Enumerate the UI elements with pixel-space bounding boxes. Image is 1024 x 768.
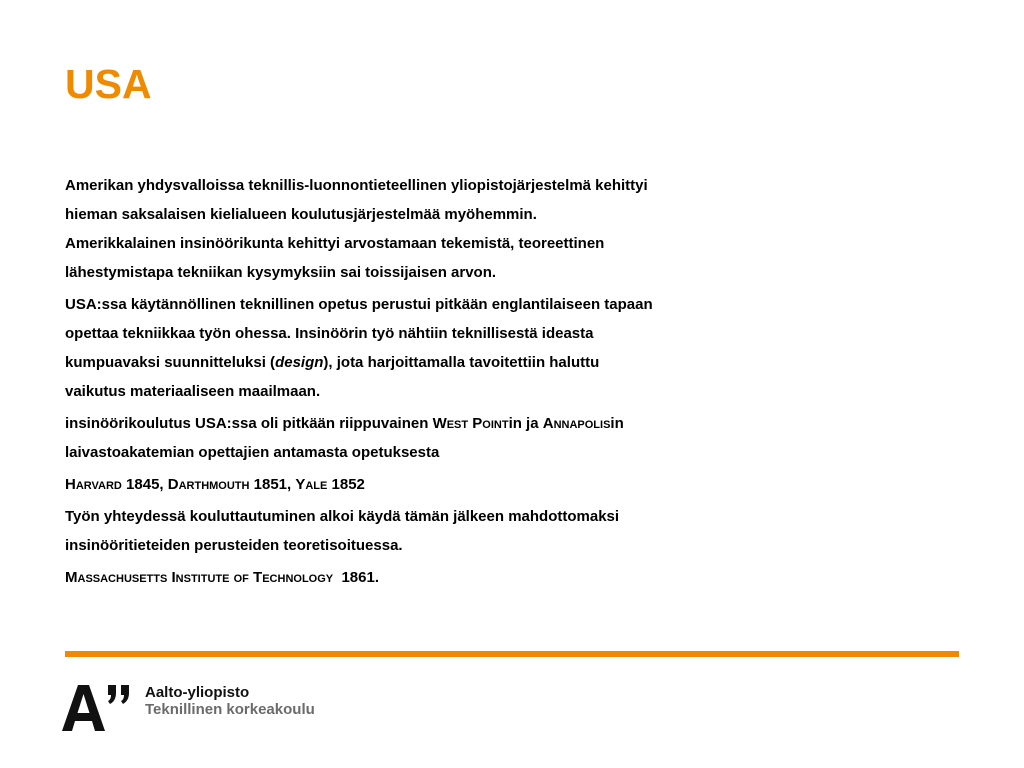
aalto-a-logo-icon xyxy=(62,684,134,732)
text-line: laivastoakatemian opettajien antamasta opetuksesta xyxy=(65,444,440,461)
small-caps-annapolis: Annapolis xyxy=(542,415,611,432)
text-segment: 1851, xyxy=(249,476,296,493)
slide-body xyxy=(65,171,765,595)
text-segment: 1861. xyxy=(333,569,379,586)
paragraph-4 xyxy=(65,470,765,499)
text-line: opettaa tekniikkaa työn ohessa. Insinöörin työ nähtiin teknillisestä ideasta xyxy=(65,325,594,342)
small-caps-mit: Massachusetts Institute of Technology xyxy=(65,569,334,586)
text-segment: kumpuavaksi suunnitteluksi ( xyxy=(65,354,276,371)
text-segment: 1845, xyxy=(121,476,168,493)
text-segment: 1852 xyxy=(327,476,365,493)
text-line: Amerikan yhdysvalloissa teknillis-luonnontieteellinen yliopistojärjestelmä kehittyi xyxy=(65,177,648,194)
slide-title: USA xyxy=(65,61,152,107)
text-segment: insinöörikoulutus USA:ssa oli pitkään riippuvainen xyxy=(65,415,433,432)
text-line: lähestymistapa tekniikan kysymyksiin sai toissijaisen arvon. xyxy=(65,264,497,281)
text-line: Työn yhteydessä kouluttautuminen alkoi käydä tämän jälkeen mahdottomaksi xyxy=(65,508,620,525)
text-line: insinööritieteiden perusteiden teoretisoituessa. xyxy=(65,537,403,554)
small-caps-yale: Yale xyxy=(295,476,328,493)
small-caps-west-point: West Point xyxy=(432,415,509,432)
text-segment: in ja xyxy=(508,415,543,432)
text-line: USA:ssa käytännöllinen teknillinen opetus perustui pitkään englantilaiseen tapaan xyxy=(65,296,653,313)
text-line: Amerikkalainen insinöörikunta kehittyi arvostamaan tekemistä, teoreettinen xyxy=(65,235,605,252)
logo-name: Aalto-yliopisto xyxy=(145,684,250,701)
aalto-logo xyxy=(62,684,332,734)
paragraph-1 xyxy=(65,171,765,287)
text-line: vaikutus materiaaliseen maailmaan. xyxy=(65,383,321,400)
italic-term-design: design xyxy=(275,354,324,371)
small-caps-harvard: Harvard xyxy=(65,476,122,493)
paragraph-3 xyxy=(65,409,765,467)
text-line xyxy=(65,470,765,499)
text-line xyxy=(65,348,765,377)
text-line: hieman saksalaisen kielialueen koulutusjärjestelmää myöhemmin. xyxy=(65,206,537,223)
text-line xyxy=(65,563,765,592)
text-line xyxy=(65,409,765,438)
small-caps-darthmouth: Darthmouth xyxy=(167,476,250,493)
paragraph-5 xyxy=(65,502,765,560)
logo-subtitle: Teknillinen korkeakoulu xyxy=(145,701,315,718)
text-segment: ), jota harjoittamalla tavoitettiin haluttu xyxy=(323,354,600,371)
paragraph-2 xyxy=(65,290,765,406)
paragraph-6 xyxy=(65,563,765,592)
text-segment: in xyxy=(610,415,624,432)
orange-divider-rule xyxy=(65,651,959,657)
